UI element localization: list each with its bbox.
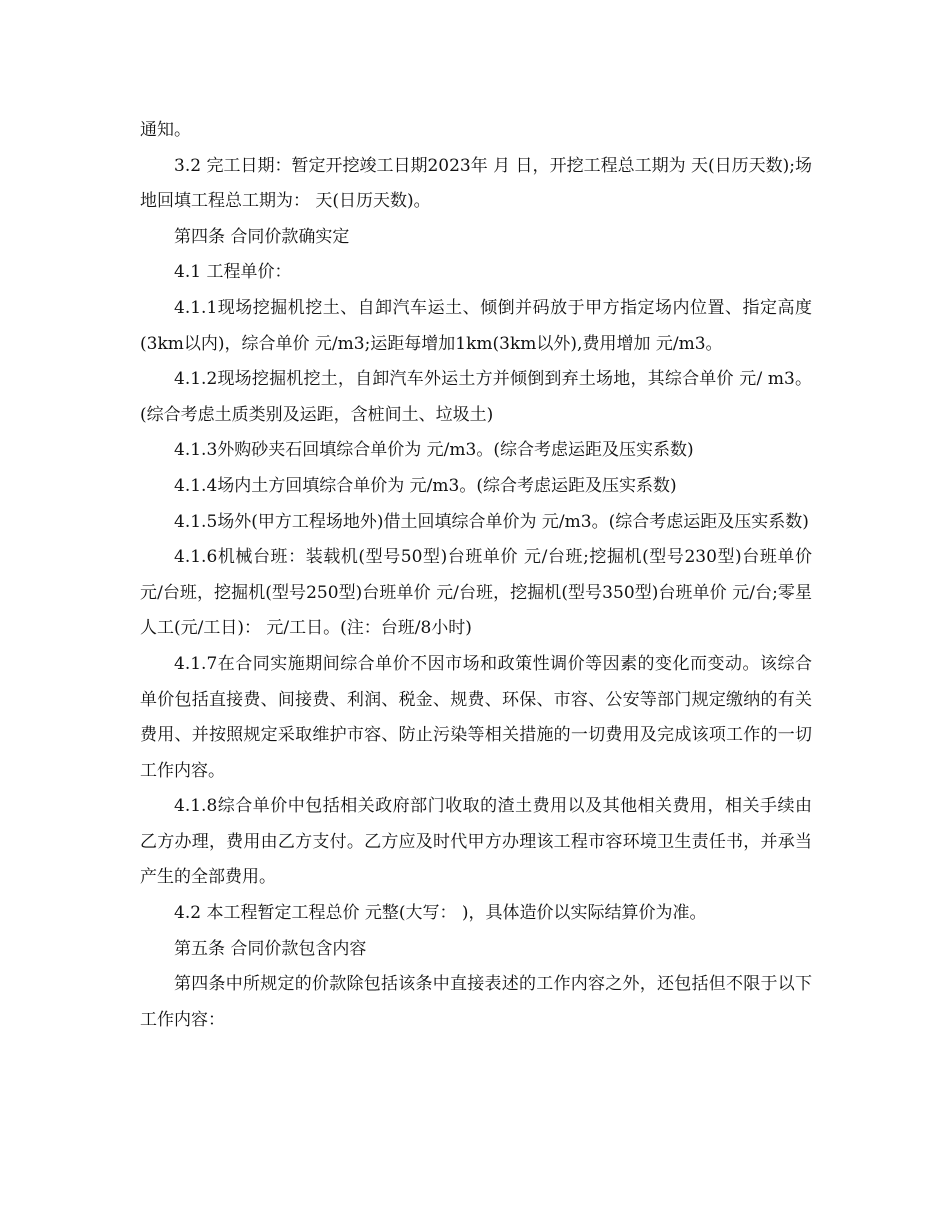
section-heading: 第四条 合同价款确实定 [174, 226, 350, 247]
paragraph: 4.1.5场外(甲方工程场地外)借土回填综合单价为 元/m3。(综合考虑运距及压实系数) [174, 511, 809, 532]
paragraph: 4.1.7在合同实施期间综合单价不因市场和政策性调价等因素的变化而变动。该综合单价包括直接费、间接费、利润、税金、规费、环保、市容、公安等部门规定缴纳的有关费用、并按照规定采取维护市容、防止污染等相关措施的一切费用及完成该项工作的一切工作内容。 [140, 653, 812, 781]
paragraph: 4.2 本工程暂定工程总价 元整(大写： )，具体造价以实际结算价为准。 [174, 903, 707, 924]
section-heading: 第五条 合同价款包含内容 [174, 938, 367, 959]
paragraph: 4.1.2现场挖掘机挖土，自卸汽车外运土方并倾倒到弃土场地，其综合单价 元/ m3。(综合考虑土质类别及运距，含桩间土、垃圾土) [140, 369, 812, 425]
paragraph: 3.2 完工日期：暂定开挖竣工日期2023年 月 日，开挖工程总工期为 天(日历天数);场地回填工程总工期为： 天(日历天数)。 [140, 155, 812, 212]
paragraph: 4.1.1现场挖掘机挖土、自卸汽车运土、倾倒并码放于甲方指定场内位置、指定高度(3km以内)，综合单价 元/m3;运距每增加1km(3km以外),费用增加 元/m3。 [140, 297, 812, 354]
paragraph: 第四条中所规定的价款除包括该条中直接表述的工作内容之外，还包括但不限于以下工作内容： [140, 974, 812, 1030]
paragraph: 4.1 工程单价： [174, 262, 292, 283]
paragraph: 4.1.4场内土方回填综合单价为 元/m3。(综合考虑运距及压实系数) [174, 475, 677, 496]
paragraph: 通知。 [140, 120, 191, 140]
paragraph: 4.1.8综合单价中包括相关政府部门收取的渣土费用以及其他相关费用，相关手续由乙方办理，费用由乙方支付。乙方应及时代甲方办理该工程市容环境卫生责任书，并承当产生的全部费用。 [140, 796, 812, 888]
paragraph: 4.1.6机械台班：装载机(型号50型)台班单价 元/台班;挖掘机(型号230型)台班单价 元/台班，挖掘机(型号250型)台班单价 元/台班，挖掘机(型号350型)台班单价 元/台;零星人工(元/工日)： 元/工日。(注：台班/8小时) [140, 547, 812, 639]
paragraph: 4.1.3外购砂夹石回填综合单价为 元/m3。(综合考虑运距及压实系数) [174, 440, 694, 461]
document-body [140, 113, 812, 1038]
